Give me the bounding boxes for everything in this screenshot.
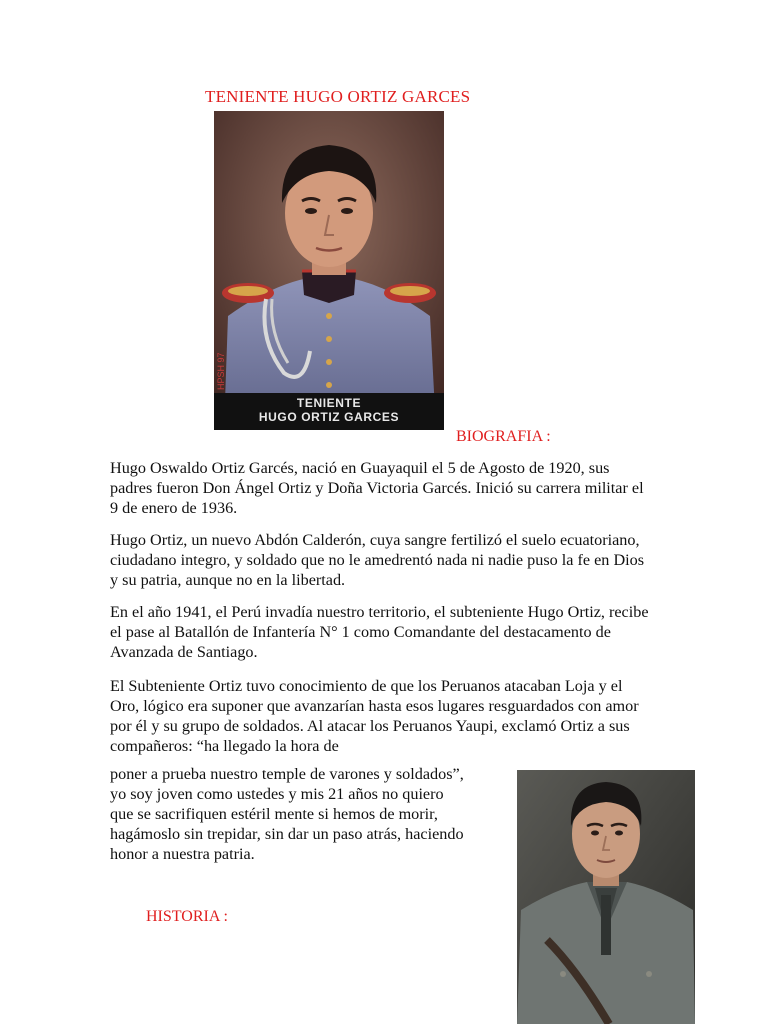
- portrait-caption-line2: HUGO ORTIZ GARCES: [258, 410, 400, 424]
- portrait-photo-art: [517, 770, 695, 1024]
- portrait-caption: [214, 393, 444, 430]
- portrait-painting-art: [214, 111, 444, 430]
- paragraph-3: En el año 1941, el Perú invadía nuestro territorio, el subteniente Hugo Ortiz, recibe el pase al Batallón de Infantería N° 1 como Comandante del destacamento de Avanzada de Santiago.: [110, 603, 649, 661]
- paragraph-4-line: poner a prueba nuestro temple de varones y soldados”,: [110, 765, 464, 783]
- paragraph-4-continued: [110, 764, 510, 864]
- paragraph-4-line: hagámoslo sin trepidar, sin dar un paso atrás, haciendo: [110, 825, 464, 843]
- portrait-photo: [517, 770, 695, 1024]
- paragraph-4-line: que se sacrifiquen estéril mente si hemos de morir,: [110, 805, 438, 823]
- page-title: TENIENTE HUGO ORTIZ GARCES: [205, 87, 471, 106]
- portrait-caption-line1: TENIENTE: [296, 396, 362, 410]
- paragraph-4: El Subteniente Ortiz tuvo conocimiento de que los Peruanos atacaban Loja y el Oro, lógico era suponer que avanzarían hasta esos lugares resguardados con amor por él y su grupo de soldados. Al atacar los Peruanos Yaupi, exclamó Ortiz a sus compañeros: “ha llegado la hora de: [110, 677, 639, 755]
- biografia-heading: BIOGRAFIA :: [456, 428, 551, 445]
- painter-signature: HPSH 97: [216, 352, 226, 390]
- paragraph-4-line: yo soy joven como ustedes y mis 21 años no quiero: [110, 785, 444, 803]
- paragraph-2: Hugo Ortiz, un nuevo Abdón Calderón, cuya sangre fertilizó el suelo ecuatoriano, ciudadano integro, y soldado que no le amedrentó nada ni nadie puso la fe en Dios y su patria, aunque no en la libertad.: [110, 531, 645, 589]
- paragraph-1: Hugo Oswaldo Ortiz Garcés, nació en Guayaquil el 5 de Agosto de 1920, sus padres fueron Don Ángel Ortiz y Doña Victoria Garcés. Inició su carrera militar el 9 de enero de 1936.: [110, 459, 644, 517]
- portrait-painting: [214, 111, 444, 430]
- historia-heading: HISTORIA :: [146, 908, 228, 925]
- paragraph-4-line: honor a nuestra patria.: [110, 845, 255, 863]
